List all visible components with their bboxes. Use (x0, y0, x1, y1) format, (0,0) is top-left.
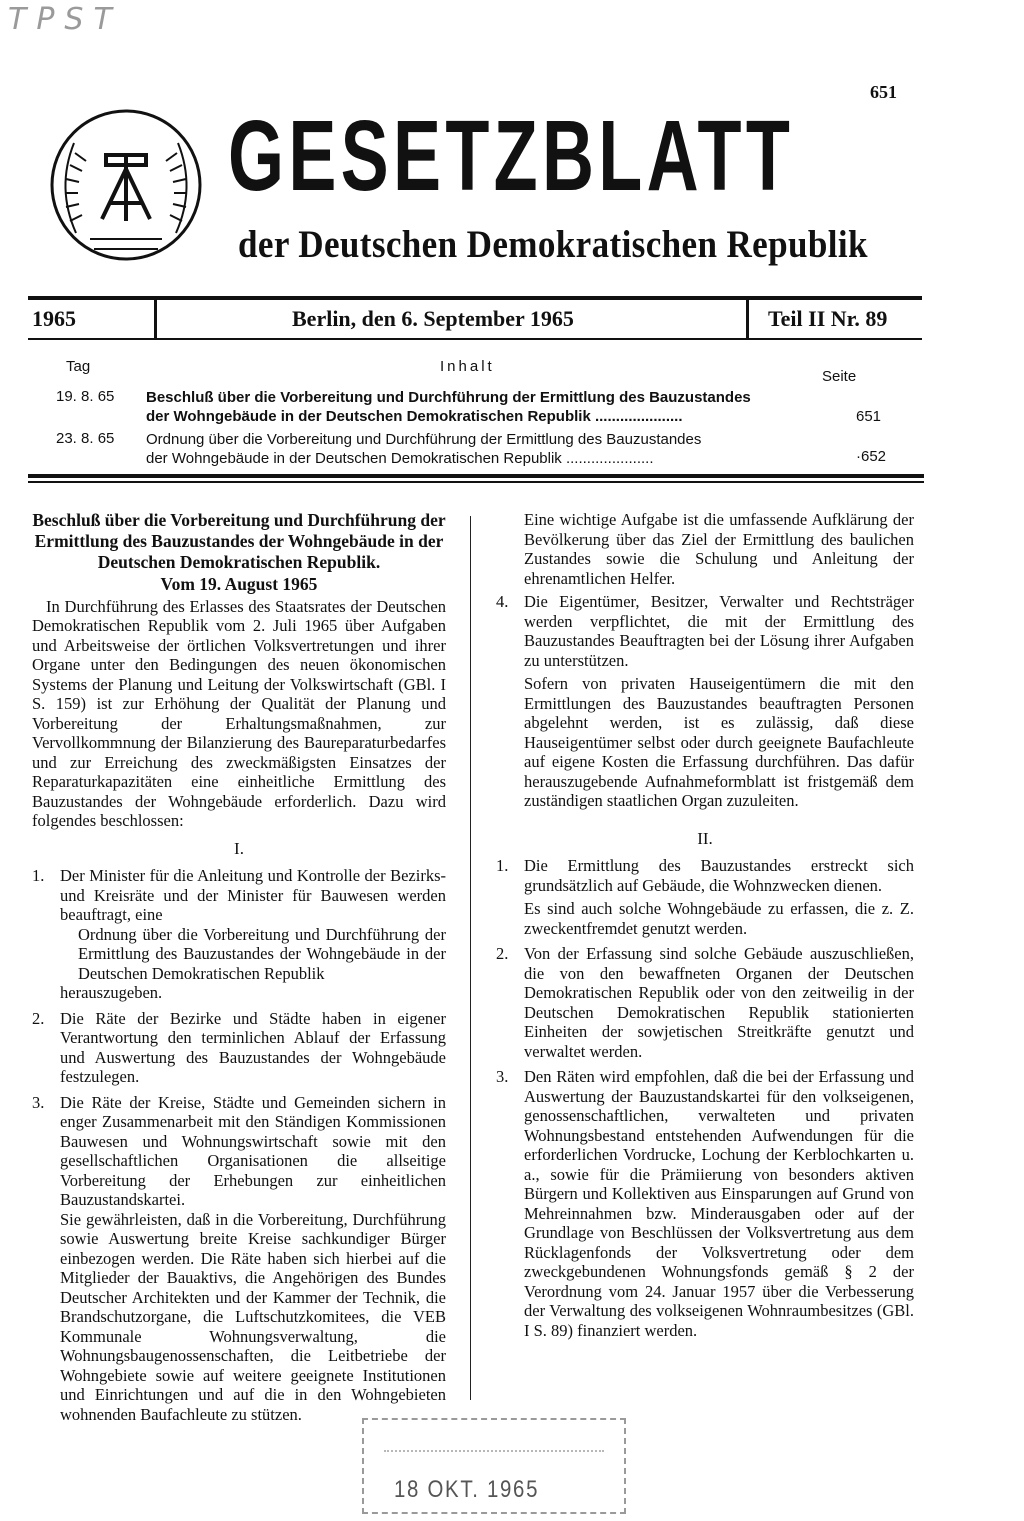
contents-entry-line: der Wohngebäude in der Deutschen Demokratischen Republik ..................... (146, 450, 654, 467)
issue-date: Berlin, den 6. September 1965 (292, 306, 574, 331)
item-text: Sie gewährleisten, daß in die Vorbereitung, Durchführung sowie Auswertung breite Kreise sachkundiger Bürger einbezogen werden. Die Räte haben sich hierbei auf die Mitglieder der Bauaktivs, die Angehörigen des Bundes Deutscher Architekten und der Kammer der Technik, die Brandschutzorgane, die Luftschutzkomitees, die VEB Kommunale Wohnungsverwaltung, die Wohnungsbaugenossenschaften, die Leitbetriebe der Wohngebiete sowie auf weitere geeignete Institutionen und Einrichtungen und auf die in den Wohngebieten wohnenden Baufachleute zu stützen. (60, 1209, 446, 1424)
list-item (32, 1093, 446, 1425)
contents-entry-title (146, 388, 816, 426)
item-number: 3. (496, 1067, 509, 1086)
article-preamble: In Durchführung des Erlasses des Staatsrates der Deutschen Demokratischen Republik vom 2. Juli 1965 über Aufgaben und Arbeitsweise der örtlichen Volksvertretungen und ihrer Organe unter den Bedingungen des neuen ökonomischen Systems der Planung und Leitung der Volkswirtschaft (GBl. I S. 159) ist zur Erhöhung der Qualität der Planung und Vorbereitung der Erhaltungsmaßnahmen, zur Vervollkommnung der Bilanzierung des Baureparaturbedarfes und zur Erreichung des zweckmäßigsten Einsatzes der Reparaturkapazitäten eine einheitliche Ermittlung des Bauzustandes der Wohngebäude erforderlich. Dazu wird folgendes beschlossen: (32, 596, 446, 830)
list-item (496, 944, 914, 1061)
item-text: Die Eigentümer, Besitzer, Verwalter und Rechtsträger werden verpflichtet, die mit der Ermittlung des Bauzustandes Beauftragten bei der Lösung ihrer Aufgaben zu unterstützen. (524, 592, 914, 670)
issue-divider (746, 300, 749, 338)
article-date: Vom 19. August 1965 (160, 574, 318, 594)
state-emblem-icon (46, 103, 206, 273)
item-text: Die Ermittlung des Bauzustandes erstreckt sich grundsätzlich auf Gebäude, die Wohnzwecken dienen. (524, 856, 914, 895)
list-item (32, 1009, 446, 1087)
contents-rule (28, 481, 924, 483)
contents-entry-line: Ordnung über die Vorbereitung und Durchführung der Ermittlung des Bauzustandes (146, 431, 702, 448)
item-number: 1. (32, 866, 45, 885)
item-text: herauszugeben. (60, 983, 163, 1002)
section-heading: I. (234, 838, 244, 858)
contents-entry-title (146, 430, 816, 468)
masthead-subtitle: der Deutschen Demokratischen Republik (238, 223, 868, 266)
issue-divider (154, 300, 157, 338)
contents-entry-line: der Wohngebäude in der Deutschen Demokratischen Republik ..................... (146, 408, 683, 425)
item-number: 2. (496, 944, 509, 963)
contents-entry-date: 23. 8. 65 (56, 430, 115, 447)
contents-entry-date: 19. 8. 65 (56, 388, 115, 405)
list-item (496, 510, 914, 588)
contents-heading: Inhalt (440, 358, 495, 375)
item-text: Eine wichtige Aufgabe ist die umfassende Aufklärung der Bevölkerung über das Ziel der Ermittlung des baulichen Zustandes sowie die Schulung und Anleitung der ehrenamtlichen Helfer. (524, 510, 914, 588)
list-item (496, 592, 914, 811)
item-number: 3. (32, 1092, 45, 1112)
contents-entry-page: 651 (856, 408, 882, 425)
article-title: Beschluß über die Vorbereitung und Durchführung der Ermittlung des Bauzustandes der Wohngebäude in der Deutschen Demokratischen Republik. (32, 510, 446, 572)
issue-part-number: Teil II Nr. 89 (768, 306, 888, 331)
issue-year: 1965 (32, 306, 76, 331)
stamp-rule (384, 1450, 604, 1452)
section-heading: II. (697, 828, 713, 848)
masthead-title: GESETZBLATT (228, 100, 795, 212)
list-item (32, 866, 446, 1003)
item-subtext: Ordnung über die Vorbereitung und Durchführung der Ermittlung des Bauzustandes der Wohngebäude in der Deutschen Demokratischen Republik (78, 924, 446, 983)
contents-heading-page: Seite (822, 368, 857, 385)
contents-entry-page: ·652 (856, 448, 887, 465)
contents-entry-line: Beschluß über die Vorbereitung und Durchführung der Ermittlung des Bauzustandes (146, 389, 751, 406)
item-number: 1. (496, 856, 509, 875)
contents-rule (28, 474, 924, 478)
item-text: Die Räte der Bezirke und Städte haben in eigener Verantwortung den terminlichen Ablauf der Erfassung und Auswertung des Bauzustandes der Wohngebäude festzulegen. (60, 1008, 446, 1086)
item-text: Die Räte der Kreise, Städte und Gemeinden sichern in enger Zusammenarbeit mit den Ständigen Kommissionen Bauwesen und Wohnungswirtschaft sowie mit den gesellschaftlichen Organisationen die allseitige Vorbereitung der Erhebungen zur einheitlichen Bauzustandskartei. (60, 1092, 446, 1209)
item-text: Es sind auch solche Wohngebäude zu erfassen, die z. Z. zweckentfremdet genutzt werden. (524, 899, 914, 938)
list-item (496, 856, 914, 938)
item-number: 4. (496, 592, 509, 611)
received-stamp (362, 1418, 626, 1514)
item-text: Von der Erfassung sind solche Gebäude auszuschließen, die von den bewaffneten Organen der Deutschen Demokratischen Republik oder von den zeitweilig in der Deutschen Demokratischen Republik stationierten Einheiten der sowjetischen Streitkräfte genutzt und verwaltet werden. (524, 944, 914, 1061)
page-number: 651 (870, 82, 897, 102)
issue-bar (28, 296, 922, 340)
left-column (32, 510, 446, 1430)
contents-heading-date: Tag (66, 358, 91, 375)
item-text: Der Minister für die Anleitung und Kontrolle der Bezirks- und Kreisräte und der Minister für Bauwesen werden beauftragt, eine (60, 866, 446, 924)
item-number: 2. (32, 1008, 45, 1028)
right-column (496, 510, 914, 1346)
column-divider (470, 516, 471, 1400)
item-text: Sofern von privaten Hauseigentümern die mit den Ermittlungen des Bauzustandes beauftragten Personen abgelehnt werden, ist es zulässig, daß diese Hauseigentümer selbst oder durch geeignete Baufachleute auf eigene Kosten die Erfassung durchführen. Das dafür herauszugebende Aufnahmeformblatt ist fristgemäß dem zuständigen staatlichen Organ zuzuleiten. (524, 674, 914, 810)
stamp-date: 18 OKT. 1965 (394, 1476, 540, 1503)
list-item (496, 1067, 914, 1340)
handwritten-note: TPST (8, 2, 122, 37)
item-text: Den Räten wird empfohlen, daß die bei der Erfassung und Auswertung der Bauzustandskartei für den volkseigenen, genossenschaftlichen, verwalteten und privaten Wohnungsbestand entstehenden Aufwendungen für die erforderlichen Vordrucke, Lochung der Kerblochkarten u. a., sowie für die Prämiierung von besonders aktiven Bürgern und Kollektiven aus Einsparungen auf Grund von Mehreinnahmen bzw. Minderausgaben oder auf der Grundlage von Beschlüssen der Volksvertretung aus dem Rücklagenfonds der Volksvertretung oder dem zweckgebundenen Wohnungsfonds gemäß § 2 der Verordnung vom 24. Januar 1957 über die Verbesserung der Verwaltung des volkseigenen Wohnraumbesitzes (GBl. I S. 89) finanziert werden. (524, 1067, 914, 1340)
